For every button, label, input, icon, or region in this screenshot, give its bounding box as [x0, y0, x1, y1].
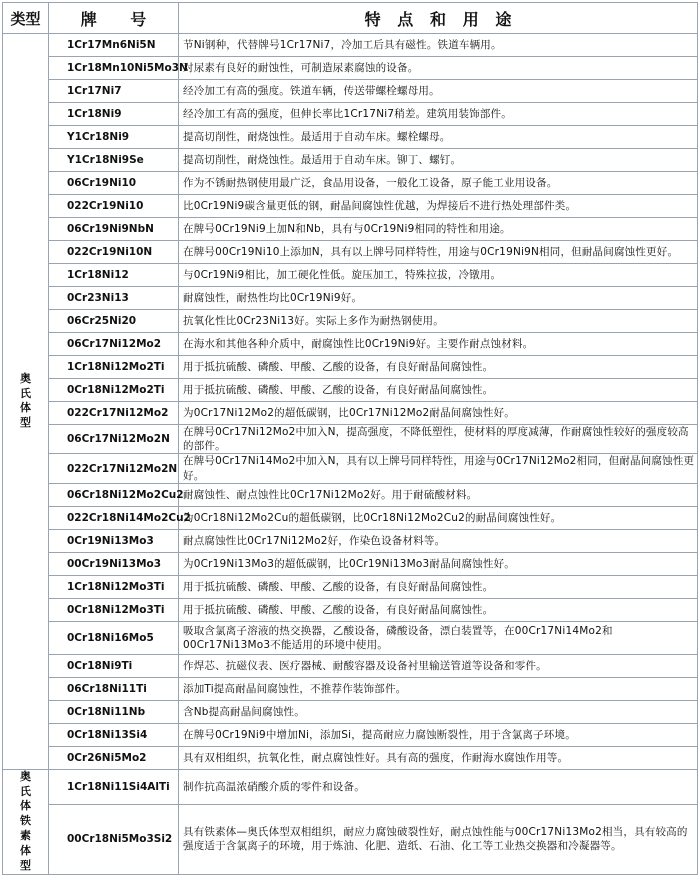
grade-cell: 00Cr19Ni13Mo3 [49, 552, 179, 575]
feature-cell: 比0Cr19Ni9碳含量更低的钢，耐晶间腐蚀性优越，为焊接后不进行热处理部件类。 [179, 195, 698, 218]
feature-cell: 耐腐蚀性、耐点蚀性比0Cr17Ni12Mo2好。用于耐硫酸材料。 [179, 483, 698, 506]
table-row [3, 621, 698, 654]
grade-cell: 1Cr18Ni12Mo2Ti [49, 356, 179, 379]
grade-cell: 0Cr18Ni13Si4 [49, 723, 179, 746]
grade-cell: 1Cr18Ni11Si4AlTi [49, 769, 179, 804]
header-features: 特 点 和 用 途 [179, 3, 698, 34]
grade-cell: 1Cr18Ni9 [49, 103, 179, 126]
grade-cell: 022Cr17Ni12Mo2N [49, 454, 179, 483]
feature-cell: 为0Cr17Ni12Mo2的超低碳钢，比0Cr17Ni12Mo2耐晶间腐蚀性好。 [179, 402, 698, 425]
feature-cell: 在牌号00Cr19Ni10上添加N，具有以上牌号同样特性，用途与0Cr19Ni9N相同，但耐晶间腐蚀性更好。 [179, 241, 698, 264]
table-row [3, 57, 698, 80]
grade-cell: 1Cr18Ni12 [49, 264, 179, 287]
feature-cell: 具有双相组织，抗氧化性，耐点腐蚀性好。具有高的强度，作耐海水腐蚀作用等。 [179, 746, 698, 769]
table-row [3, 804, 698, 874]
grade-cell: 1Cr17Mn6Ni5N [49, 34, 179, 57]
feature-cell: 在牌号0Cr19Ni9中增加Ni，添加Si，提高耐应力腐蚀断裂性，用于含氯离子环境。 [179, 723, 698, 746]
feature-cell: 对尿素有良好的耐蚀性，可制造尿素腐蚀的设备。 [179, 57, 698, 80]
table-row [3, 654, 698, 677]
grade-cell: 0Cr18Ni11Nb [49, 700, 179, 723]
grade-cell: 06Cr17Ni12Mo2 [49, 333, 179, 356]
grade-cell: 022Cr19Ni10N [49, 241, 179, 264]
table-row [3, 379, 698, 402]
feature-cell: 具有铁素体—奥氏体型双相组织，耐应力腐蚀破裂性好，耐点蚀性能与00Cr17Ni13Mo2相当，具有较高的强度适于含氯离子的环境，用于炼油、化肥、造纸、石油、化工等工业热交换器和冷凝器等。 [179, 804, 698, 874]
header-grade: 牌 号 [49, 3, 179, 34]
grade-cell: 022Cr19Ni10 [49, 195, 179, 218]
grade-cell: 0Cr18Ni12Mo2Ti [49, 379, 179, 402]
feature-cell: 为0Cr18Ni12Mo2Cu的超低碳钢，比0Cr18Ni12Mo2Cu2的耐晶间腐蚀性好。 [179, 506, 698, 529]
table-row [3, 529, 698, 552]
table-row [3, 483, 698, 506]
table-row [3, 172, 698, 195]
feature-cell: 用于抵抗硫酸、磷酸、甲酸、乙酸的设备，有良好耐晶间腐蚀性。 [179, 379, 698, 402]
steel-grade-table [2, 2, 698, 875]
table-row [3, 218, 698, 241]
table-row [3, 241, 698, 264]
table-row [3, 126, 698, 149]
grade-cell: 0Cr19Ni13Mo3 [49, 529, 179, 552]
table-row [3, 769, 698, 804]
table-row [3, 34, 698, 57]
feature-cell: 提高切削性，耐烧蚀性。最适用于自动车床。铆丁、螺钉。 [179, 149, 698, 172]
feature-cell: 用于抵抗硫酸、磷酸、甲酸、乙酸的设备，有良好耐晶间腐蚀性。 [179, 575, 698, 598]
feature-cell: 经冷加工有高的强度。铁道车辆，传送带螺栓螺母用。 [179, 80, 698, 103]
table-row [3, 80, 698, 103]
feature-cell: 节Ni钢种，代替牌号1Cr17Ni7，冷加工后具有磁性。铁道车辆用。 [179, 34, 698, 57]
table-row [3, 356, 698, 379]
feature-cell: 经冷加工有高的强度，但伸长率比1Cr17Ni7稍差。建筑用装饰部件。 [179, 103, 698, 126]
type-cell [3, 34, 49, 770]
grade-cell: Y1Cr18Ni9Se [49, 149, 179, 172]
feature-cell: 耐点腐蚀性比0Cr17Ni12Mo2好，作染色设备材料等。 [179, 529, 698, 552]
feature-cell: 添加Ti提高耐晶间腐蚀性，不推荐作装饰部件。 [179, 677, 698, 700]
feature-cell: 抗氧化性比0Cr23Ni13好。实际上多作为耐热钢使用。 [179, 310, 698, 333]
table-row [3, 746, 698, 769]
feature-cell: 与0Cr19Ni9相比，加工硬化性低。旋压加工，特殊拉拔，冷镦用。 [179, 264, 698, 287]
grade-cell: 0Cr26Ni5Mo2 [49, 746, 179, 769]
table-body [3, 34, 698, 875]
grade-cell: 1Cr18Ni12Mo3Ti [49, 575, 179, 598]
feature-cell: 作为不锈耐热钢使用最广泛，食品用设备，一般化工设备，原子能工业用设备。 [179, 172, 698, 195]
feature-cell: 制作抗高温浓硝酸介质的零件和设备。 [179, 769, 698, 804]
table-row [3, 402, 698, 425]
grade-cell: 00Cr18Ni5Mo3Si2 [49, 804, 179, 874]
grade-cell: 0Cr23Ni13 [49, 287, 179, 310]
type-cell [3, 769, 49, 874]
grade-cell: 06Cr19Ni9NbN [49, 218, 179, 241]
table-row [3, 333, 698, 356]
table-row [3, 287, 698, 310]
table-row [3, 700, 698, 723]
feature-cell: 在牌号0Cr17Ni12Mo2中加入N，提高强度，不降低塑性，使材料的厚度减薄，作耐腐蚀性较好的强度较高的部件。 [179, 425, 698, 454]
feature-cell: 作焊芯、抗磁仪表、医疗器械、耐酸容器及设备衬里输送管道等设备和零件。 [179, 654, 698, 677]
feature-cell: 提高切削性，耐烧蚀性。最适用于自动车床。螺栓螺母。 [179, 126, 698, 149]
grade-cell: 0Cr18Ni9Ti [49, 654, 179, 677]
feature-cell: 含Nb提高耐晶间腐蚀性。 [179, 700, 698, 723]
feature-cell: 耐腐蚀性，耐热性均比0Cr19Ni9好。 [179, 287, 698, 310]
grade-cell: 06Cr18Ni11Ti [49, 677, 179, 700]
type-label: 奥氏体铁素体型 [20, 769, 31, 872]
table-row [3, 575, 698, 598]
grade-cell: 06Cr25Ni20 [49, 310, 179, 333]
table-row [3, 677, 698, 700]
table-row [3, 149, 698, 172]
feature-cell: 在牌号0Cr19Ni9上加N和Nb，具有与0Cr19Ni9相同的特性和用途。 [179, 218, 698, 241]
grade-cell: 022Cr17Ni12Mo2 [49, 402, 179, 425]
type-label: 奥氏体型 [20, 371, 31, 430]
table-row [3, 103, 698, 126]
grade-cell: 0Cr18Ni12Mo3Ti [49, 598, 179, 621]
grade-cell: 06Cr19Ni10 [49, 172, 179, 195]
grade-cell: 1Cr17Ni7 [49, 80, 179, 103]
feature-cell: 在牌号0Cr17Ni14Mo2中加入N，具有以上牌号同样特性，用途与0Cr17Ni12Mo2相同，但耐晶间腐蚀性更好。 [179, 454, 698, 483]
feature-cell: 用于抵抗硫酸、磷酸、甲酸、乙酸的设备，有良好耐晶间腐蚀性。 [179, 356, 698, 379]
table-row [3, 506, 698, 529]
feature-cell: 在海水和其他各种介质中，耐腐蚀性比0Cr19Ni9好。主要作耐点蚀材料。 [179, 333, 698, 356]
grade-cell: Y1Cr18Ni9 [49, 126, 179, 149]
table-row [3, 723, 698, 746]
feature-cell: 用于抵抗硫酸、磷酸、甲酸、乙酸的设备，有良好耐晶间腐蚀性。 [179, 598, 698, 621]
feature-cell: 为0Cr19Ni13Mo3的超低碳钢，比0Cr19Ni13Mo3耐晶间腐蚀性好。 [179, 552, 698, 575]
table-row [3, 310, 698, 333]
grade-cell: 022Cr18Ni14Mo2Cu2 [49, 506, 179, 529]
table-row [3, 264, 698, 287]
table-row [3, 598, 698, 621]
header-type: 类型 [3, 3, 49, 34]
feature-cell: 吸取含氯离子溶液的热交换器，乙酸设备，磷酸设备，漂白装置等，在00Cr17Ni14Mo2和00Cr17Ni13Mo3不能适用的环境中使用。 [179, 621, 698, 654]
table-row [3, 195, 698, 218]
table-row [3, 552, 698, 575]
grade-cell: 06Cr17Ni12Mo2N [49, 425, 179, 454]
table-row [3, 454, 698, 483]
table-header-row [3, 3, 698, 34]
grade-cell: 1Cr18Mn10Ni5Mo3N [49, 57, 179, 80]
grade-cell: 06Cr18Ni12Mo2Cu2 [49, 483, 179, 506]
grade-cell: 0Cr18Ni16Mo5 [49, 621, 179, 654]
table-row [3, 425, 698, 454]
